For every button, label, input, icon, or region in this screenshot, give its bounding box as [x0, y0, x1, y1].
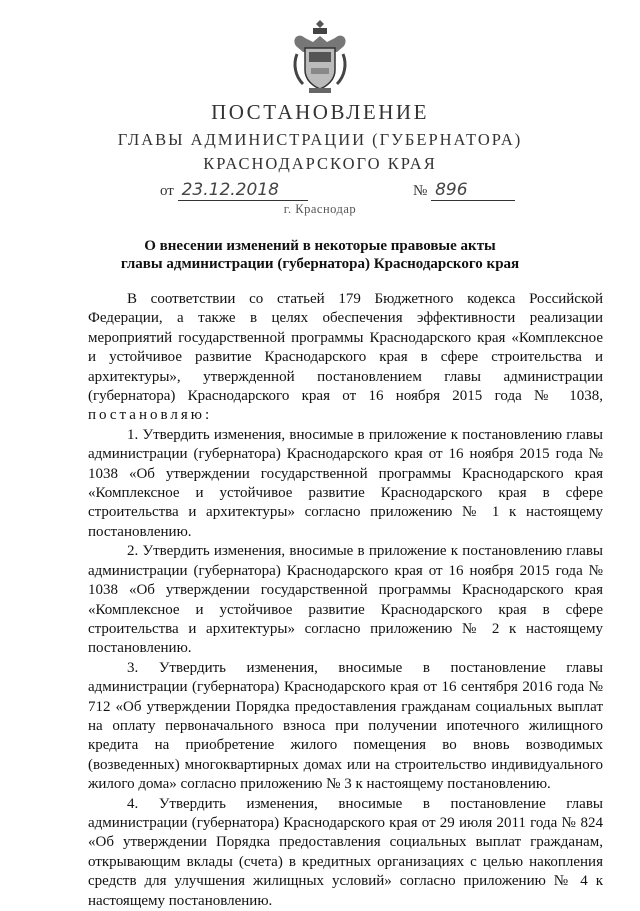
- item-3: 3. Утвердить изменения, вносимые в постановление главы администрации (губернатора) Краснодарского края от 16 сентября 2016 года № 712 «Об утверждении Порядка предоставления гражданам социальных выплат на оплату первоначального взноса при получении ипотечного жилищного кредита на приобретение жилого помещения во вновь возводимых (возведенных) многоквартирных домах или на строительство индивидуального жилого дома» согласно приложению № 3 к настоящему постановлению.: [88, 659, 603, 793]
- item-4: 4. Утвердить изменения, вносимые в постановление главы администрации (губернатора) Краснодарского края от 29 июля 2011 года № 824 «Об утверждении Порядка предоставления социальных выплат гражданам, открывающим вклады (счета) в кредитных организациях с целью накопления средств для улучшения жилищных условий» согласно приложению № 4 к настоящему постановлению.: [88, 795, 603, 909]
- item-1: 1. Утвердить изменения, вносимые в приложение к постановлению главы администрации (губернатора) Краснодарского края от 16 ноября 2015 года № 1038 «Об утверждении государственной программы Краснодарского края «Комплексное и устойчивое развитие Краснодарского края в сфере строительства и архитектуры» согласно приложению № 1 к настоящему постановлению.: [88, 426, 603, 540]
- item-2: 2. Утвердить изменения, вносимые в приложение к постановлению главы администрации (губернатора) Краснодарского края от 16 ноября 2015 года № 1038 «Об утверждении государственной программы Краснодарского края «Комплексное и устойчивое развитие Краснодарского края в сфере строительства и архитектуры» согласно приложению № 2 к настоящему постановлению.: [88, 543, 603, 657]
- issuer-line-2: КРАСНОДАРСКОГО КРАЯ: [203, 154, 437, 173]
- date-value: 23.12.2018: [178, 180, 308, 201]
- date-line: [160, 180, 308, 201]
- document-body: [88, 290, 603, 911]
- number-line: [413, 180, 515, 201]
- intro-text: В соответствии со статьей 179 Бюджетного кодекса Российской Федерации, а также в целях обеспечения эффективности реализации мероприятий государственной программы Краснодарского края «Комплексное и устойчивое развитие Краснодарского края в сфере строительства и архитектуры», утвержденной постановлением главы администрации (губернатора) Краснодарского края от 16 ноября 2015 года № 1038,: [88, 291, 603, 405]
- coat-of-arms-icon: [291, 18, 349, 96]
- number-prefix: №: [413, 183, 428, 199]
- document-title: [90, 237, 550, 273]
- document-type: ПОСТАНОВЛЕНИЕ: [211, 100, 429, 124]
- issuer-line-1: ГЛАВЫ АДМИНИСТРАЦИИ (ГУБЕРНАТОРА): [117, 130, 523, 149]
- number-value: 896: [431, 180, 515, 201]
- intro-paragraph: [88, 290, 603, 426]
- title-line-2: главы администрации (губернатора) Краснодарского края: [120, 256, 520, 272]
- city: г. Краснодар: [283, 202, 357, 216]
- date-prefix: от: [160, 183, 174, 199]
- title-line-1: О внесении изменений в некоторые правовые акты: [144, 238, 496, 254]
- intro-decree-word: постановляю:: [88, 407, 213, 424]
